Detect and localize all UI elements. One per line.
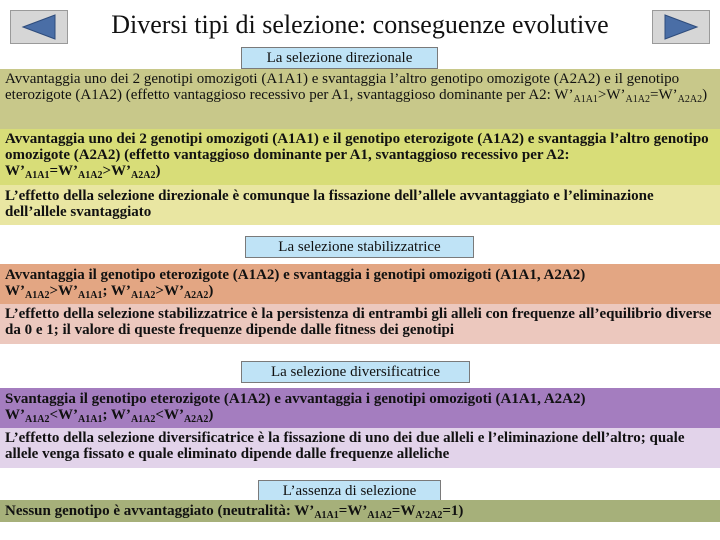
stabilizing-case: Avvantaggia il genotipo eterozigote (A1A2) e svantaggia i genotipi omozigoti (A1A1, A2A2) $W’_{A1A2}>W’_{A1A1}$; $W’_{A1A2}>W’_{A2A2}$) — [0, 264, 720, 304]
stabilizing-case-text: Avvantaggia il genotipo eterozigote (A1A2) e svantaggia i genotipi omozigoti (A1A1, A2A2) — [5, 267, 586, 283]
directional-case-2: Avvantaggia uno dei 2 genotipi omozigoti (A1A1) e il genotipo eterozigote (A1A2) e svantaggia l’altro genotipo omozigote (A2A2) (effetto vantaggioso dominante per A1, svantaggioso recessivo per A2: $W’_{A1A1}=W’_{A1A2}>W’_{A2A2}$) — [0, 129, 720, 185]
absence-case: Nessun genotipo è avvantaggiato (neutralità: $W’_{A1A1}=W’_{A1A2}=W_{A’2A2}=1$) — [0, 500, 720, 522]
slide-title: Diversi tipi di selezione: conseguenze evolutive — [111, 10, 609, 39]
directional-effect: L’effetto della selezione direzionale è comunque la fissazione dell’allele avvantaggiato e l’eliminazione dell’allele svantaggiato — [0, 185, 720, 225]
directional-case-1-text: Avvantaggia uno dei 2 genotipi omozigoti (A1A1) e svantaggia l’altro genotipo omozigote (A2A2) e il genotipo eterozigote (A1A2) (effetto vantaggioso recessivo per A1, svantaggioso dominante per A2: W’ — [5, 71, 680, 103]
directional-case-2-text: Avvantaggia uno dei 2 genotipi omozigoti (A1A1) e il genotipo eterozigote (A1A2) e svantaggia l’altro genotipo omozigote (A2A2) (effetto vantaggioso dominante per A1, svantaggioso recessivo per A2: W’ — [5, 131, 709, 179]
stabilizing-selection-header: La selezione stabilizzatrice — [245, 236, 474, 258]
absence-selection-header: L’assenza di selezione — [258, 480, 441, 502]
diversifying-effect: L’effetto della selezione diversificatrice è la fissazione di uno dei due alleli e l’eliminazione dell’altro; quale allele venga fissato e quale eliminato dipende dalle frequenze alleliche — [0, 428, 720, 468]
stabilizing-effect: L’effetto della selezione stabilizzatrice è la persistenza di entrambi gli alleli con frequenze all’equilibrio diverse da 0 e 1; il valore di queste frequenze dipende dalle fitness dei genotipi — [0, 304, 720, 344]
directional-case-1: Avvantaggia uno dei 2 genotipi omozigoti (A1A1) e svantaggia l’altro genotipo omozigote (A2A2) e il genotipo eterozigote (A1A2) (effetto vantaggioso recessivo per A1, svantaggioso dominante per A2: $W’_{A1A1}>W’_{A1A2}=W’_{A2A2}$) — [0, 69, 720, 129]
diversifying-case-text: Svantaggia il genotipo eterozigote (A1A2) e avvantaggia i genotipi omozigoti (A1A1, A2A2) — [5, 391, 586, 407]
directional-selection-header: La selezione direzionale — [241, 47, 438, 69]
absence-case-text: Nessun genotipo è avvantaggiato (neutralità: W’ — [5, 503, 315, 519]
diversifying-selection-header: La selezione diversificatrice — [241, 361, 470, 383]
diversifying-case: Svantaggia il genotipo eterozigote (A1A2) e avvantaggia i genotipi omozigoti (A1A1, A2A2) $W’_{A1A2}<W’_{A1A1}$; $W’_{A1A2}<W’_{A2A2}$) — [0, 388, 720, 428]
